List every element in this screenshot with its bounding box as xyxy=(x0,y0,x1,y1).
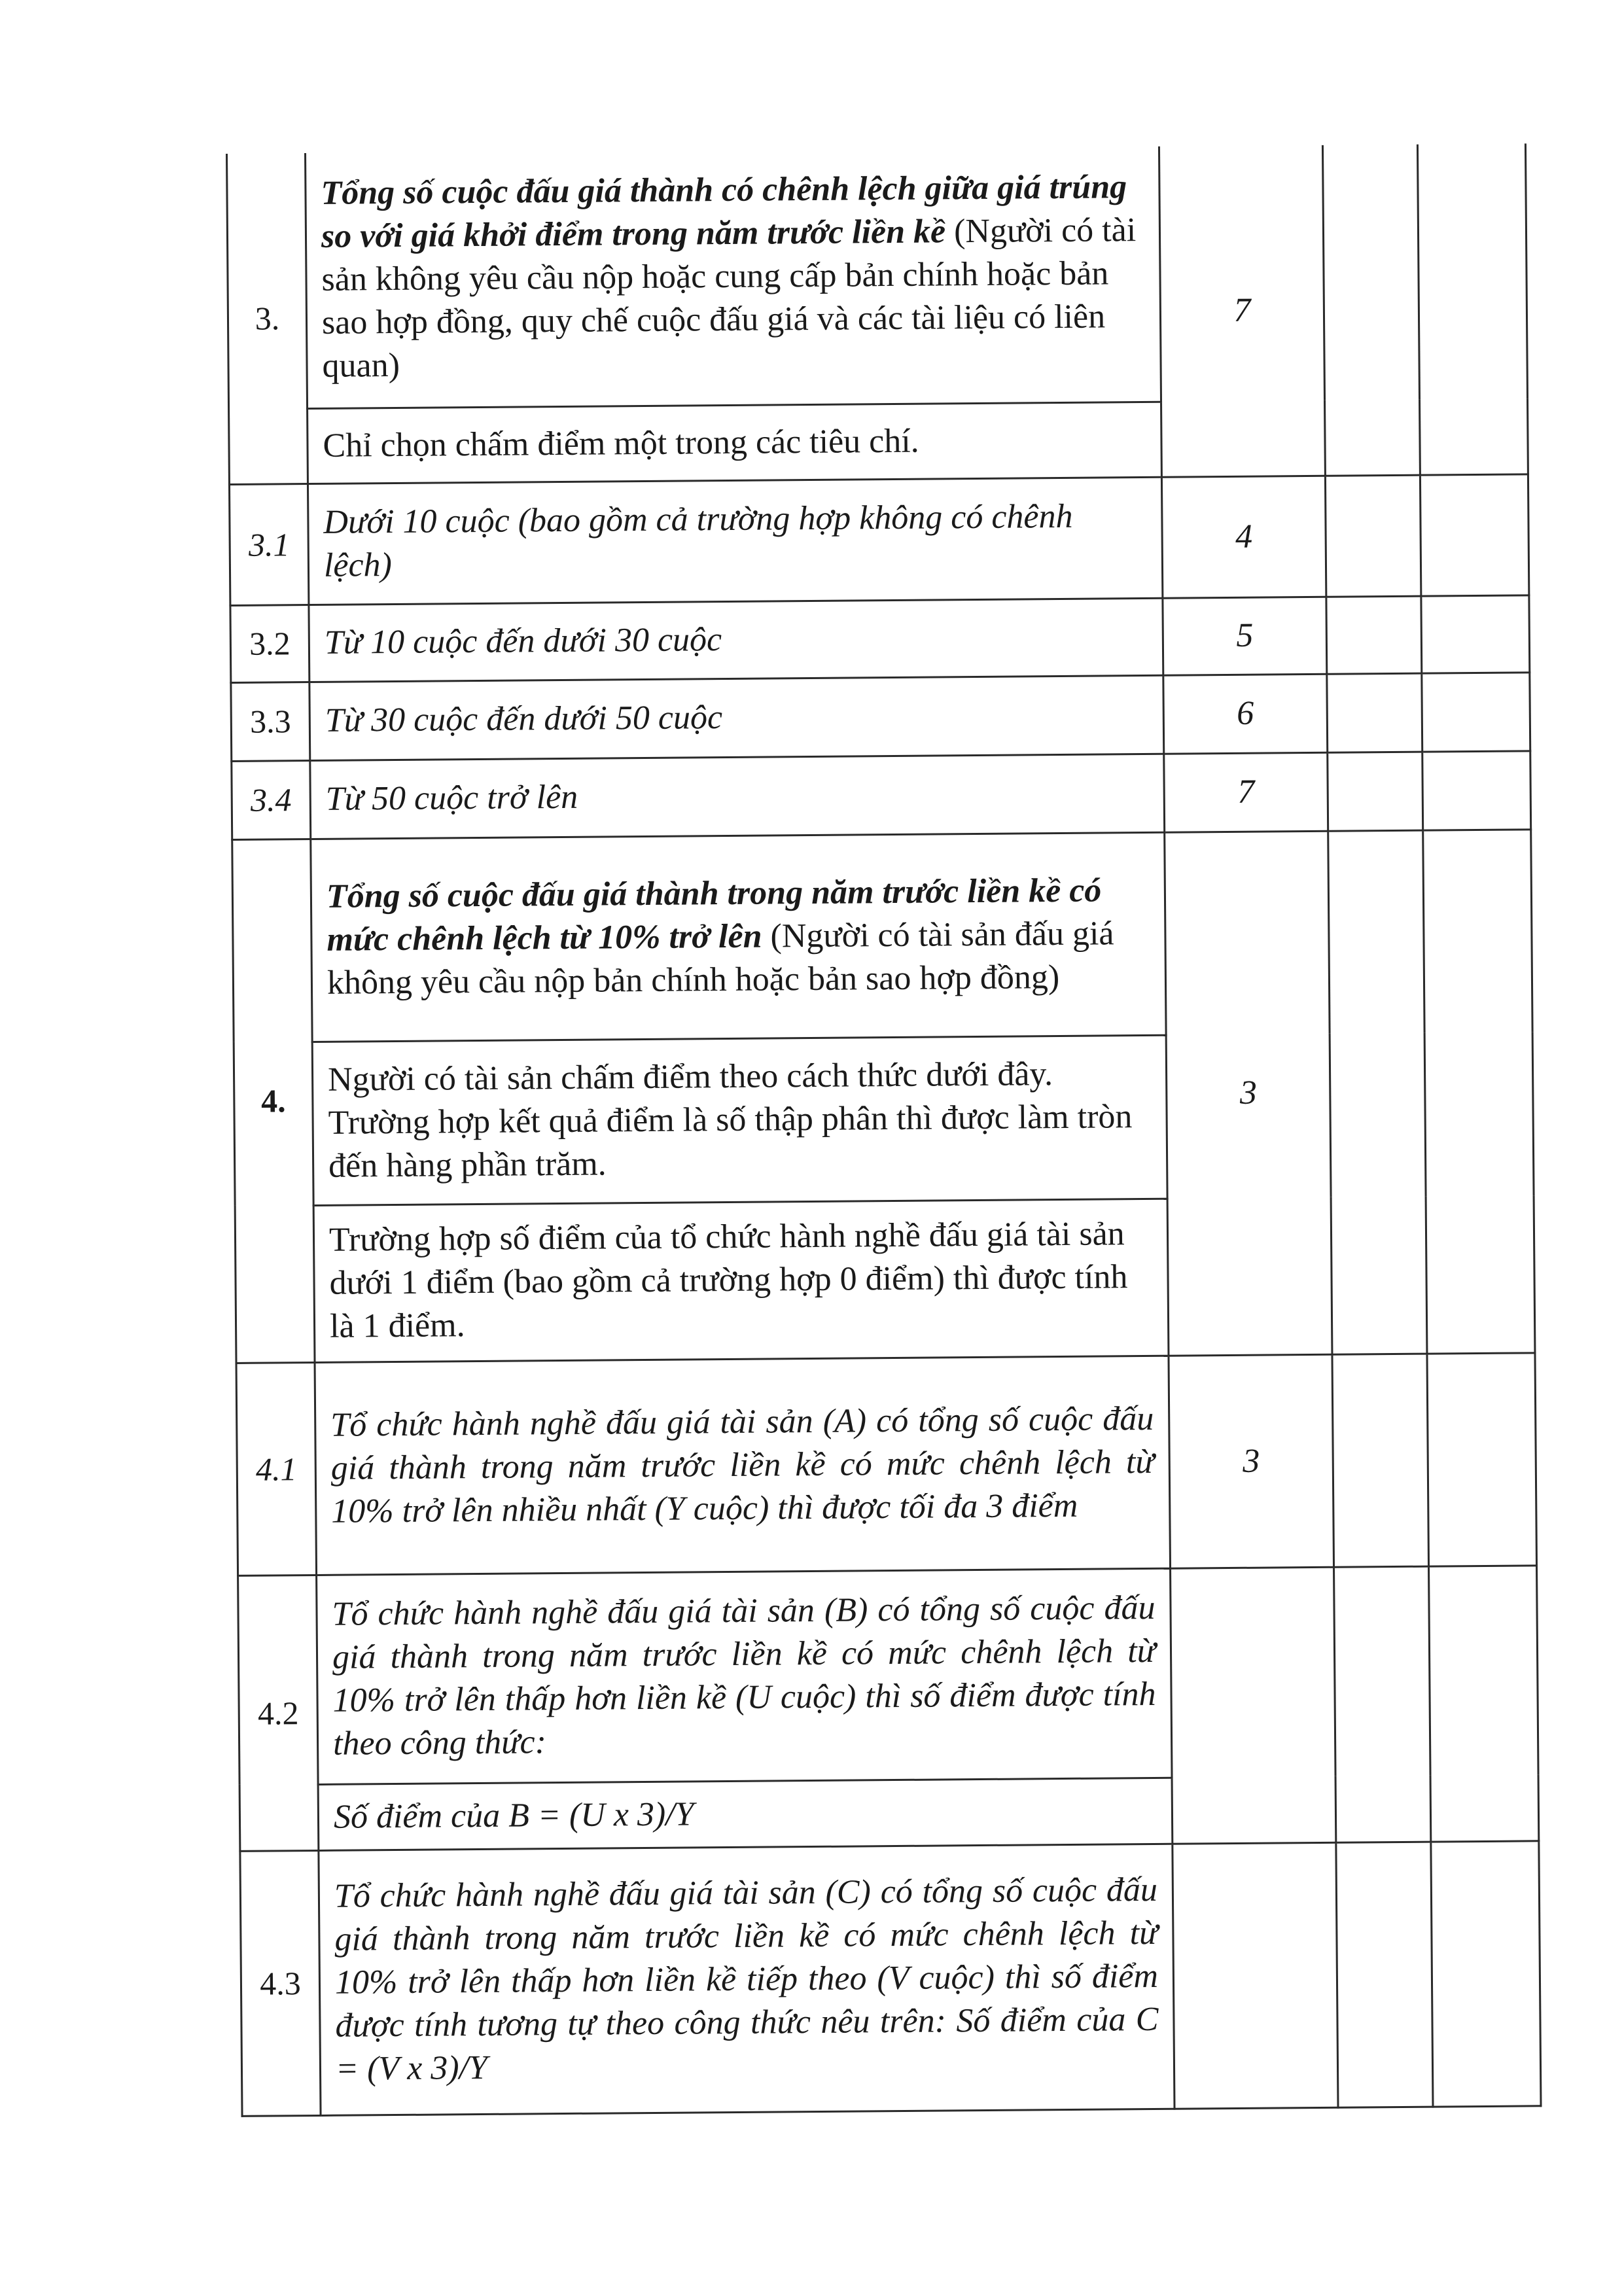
criterion-instruction: Người có tài sản chấm điểm theo cách thức dưới đây. Trường hợp kết quả điểm là số thập phân thì được làm tròn đến hàng phần trăm. xyxy=(312,1035,1167,1205)
score-cell-a xyxy=(1327,673,1422,752)
score-cell-b xyxy=(1422,750,1531,830)
sub-criterion-number: 4.2 xyxy=(238,1575,319,1851)
criterion-number: 3. xyxy=(226,153,308,484)
criterion-title: Tổng số cuộc đấu giá thành có chênh lệch giữa giá trúng so với giá khởi điểm trong năm trước liền kề xyxy=(321,168,1127,256)
score-cell-a xyxy=(1328,830,1427,1354)
sub-criterion-text: Dưới 10 cuộc (bao gồm cả trường hợp không có chênh lệch) xyxy=(308,477,1162,605)
sub-criterion-text: Tổ chức hành nghề đấu giá tài sản (B) có tổng số cuộc đấu giá thành trong năm trước liền kề có mức chênh lệch từ 10% trở lên thấp hơn liền kề (U cuộc) thì số điểm được tính theo công thức: xyxy=(317,1568,1172,1784)
criterion-max-score: 3 xyxy=(1165,831,1332,1356)
sub-criterion-score: 6 xyxy=(1163,674,1328,754)
score-cell-a xyxy=(1336,1842,1433,2107)
criterion-title: Tổng số cuộc đấu giá thành trong năm trước liền kề có mức chênh lệch từ 10% trở lên xyxy=(326,871,1102,958)
sub-criterion-number: 3.1 xyxy=(229,484,308,605)
score-cell-a xyxy=(1322,145,1420,476)
sub-criterion-score xyxy=(1171,1567,1336,1844)
sub-criterion-formula: Số điểm của B = (U x 3)/Y xyxy=(318,1778,1173,1850)
sub-criterion-text: Từ 30 cuộc đến dưới 50 cuộc xyxy=(309,675,1164,760)
sub-criterion-text: Tổ chức hành nghề đấu giá tài sản (C) có tổng số cuộc đấu giá thành trong năm trước liền kề có mức chênh lệch từ 10% trở lên thấp hơn liền kề tiếp theo (V cuộc) thì số điểm được tính tương tự theo công thức nêu trên: Số điểm của C = (V x 3)/Y xyxy=(319,1844,1174,2115)
criterion-title-note: (Người có tài sản không yêu cầu nộp hoặc cung cấp bản chính hoặc bản sao hợp đồng, quy chế cuộc đấu giá và các tài liệu có liên quan) xyxy=(321,211,1137,385)
sub-criterion-row-4-1 xyxy=(236,1352,1536,1575)
sub-criterion-score xyxy=(1173,1842,1338,2109)
score-cell-b xyxy=(1423,829,1535,1353)
criterion-instruction-2: Trường hợp số điểm của tổ chức hành nghề đấu giá tài sản dưới 1 điểm (bao gồm cả trường hợp 0 điểm) thì được tính là 1 điểm. xyxy=(313,1199,1169,1362)
score-cell-a xyxy=(1332,1354,1429,1567)
score-cell-b xyxy=(1431,1840,1541,2106)
score-cell-a xyxy=(1325,475,1421,597)
score-cell-b xyxy=(1420,474,1528,595)
scoring-criteria-table xyxy=(226,143,1542,2117)
sub-criterion-text: Từ 50 cuộc trở lên xyxy=(310,754,1165,839)
score-cell-b xyxy=(1417,143,1528,474)
criterion-number: 4. xyxy=(232,839,315,1363)
score-cell-a xyxy=(1328,752,1423,831)
sub-criterion-number: 3.2 xyxy=(230,605,309,682)
sub-criterion-score: 3 xyxy=(1169,1354,1334,1568)
criterion-row-4 xyxy=(232,829,1532,1042)
sub-criterion-text: Tổ chức hành nghề đấu giá tài sản (A) có tổng số cuộc đấu giá thành trong năm trước liền kề có mức chênh lệch từ 10% trở lên nhiều nhất (Y cuộc) thì được tối đa 3 điểm xyxy=(315,1356,1171,1575)
sub-criterion-score: 7 xyxy=(1164,752,1328,832)
sub-criterion-number: 4.1 xyxy=(236,1362,317,1575)
sub-criterion-row-3-2 xyxy=(230,595,1530,682)
criterion-instruction: Chỉ chọn chấm điểm một trong các tiêu chí. xyxy=(308,402,1162,484)
sub-criterion-number: 4.3 xyxy=(240,1850,321,2116)
sub-criterion-row-3-4 xyxy=(232,750,1531,839)
criterion-max-score: 7 xyxy=(1159,145,1325,477)
score-cell-a xyxy=(1326,596,1422,674)
score-cell-a xyxy=(1334,1566,1431,1842)
sub-criterion-score: 4 xyxy=(1161,476,1326,598)
sub-criterion-row-3-1 xyxy=(229,474,1528,605)
score-cell-b xyxy=(1429,1565,1539,1841)
score-cell-b xyxy=(1421,595,1530,673)
criterion-title-note: (Người có tài sản đấu giá không yêu cầu nộp bản chính hoặc bản sao hợp đồng) xyxy=(327,915,1114,1002)
criterion-title-cell xyxy=(311,832,1166,1042)
sub-criterion-row-4-3 xyxy=(240,1840,1541,2116)
criterion-row-3 xyxy=(226,143,1527,409)
score-cell-b xyxy=(1427,1352,1537,1566)
criterion-title-cell xyxy=(305,147,1161,408)
score-cell-b xyxy=(1422,672,1530,751)
sub-criterion-number: 3.3 xyxy=(231,682,310,761)
sub-criterion-score: 5 xyxy=(1163,597,1327,675)
sub-criterion-row-3-3 xyxy=(231,672,1530,761)
sub-criterion-row-4-2 xyxy=(238,1565,1538,1785)
sub-criterion-number: 3.4 xyxy=(232,760,311,839)
sub-criterion-text: Từ 10 cuộc đến dưới 30 cuộc xyxy=(309,598,1163,682)
